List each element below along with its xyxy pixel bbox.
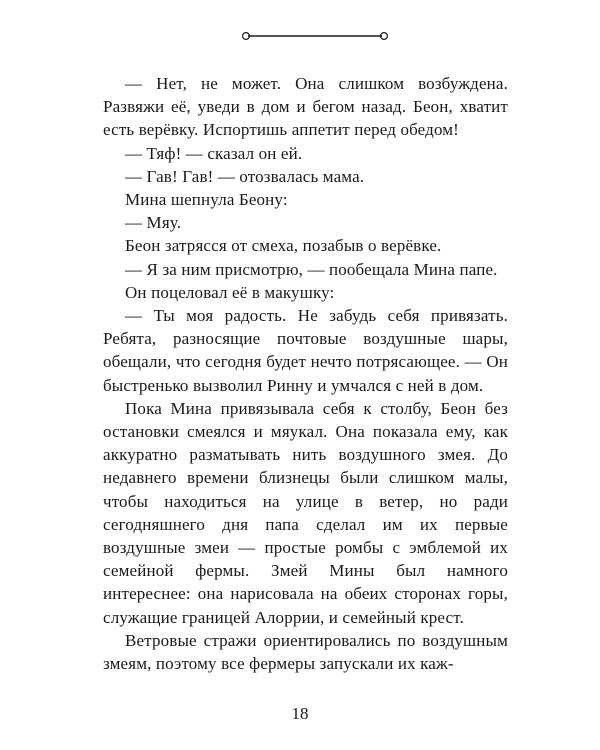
paragraph: Он поцеловал её в макушку: [125, 282, 335, 302]
paragraph: — Я за ним присмотрю, — пообещала Мина папе. [125, 259, 498, 279]
paragraph: Пока Мина привязывала себя к столбу, Беон без остановки смеялся и мяукал. Она показала ему, как аккуратно разматывать нить воздушного змея. До недавнего времени близнецы были слишком малы, чтобы находиться на улице в ветер, но ради сегодняшнего дня папа сделал им их первые воздушные змеи — простые ромбы с эмблемой их семейной фермы. Змей Мины был намного интереснее: она нарисовала на обеих сторонах горы, служащие границей Алоррии, и семейный крест. [103, 398, 508, 627]
paragraph: Беон затрясся от смеха, позабыв о верёвке. [125, 236, 442, 256]
decorative-divider-icon [240, 26, 390, 46]
paragraph: — Ты моя радость. Не забудь себя привязать. Ребята, разносящие почтовые воздушные шары, обещали, что сегодня будет нечто потрясающее. — Он быстренько вызволил Ринну и умчался с ней в дом. [103, 306, 508, 395]
paragraph: — Тяф! — сказал он ей. [125, 143, 303, 163]
page-number: 18 [291, 704, 309, 723]
paragraph: Мина шепнула Беону: [125, 190, 288, 210]
paragraph: — Нет, не может. Она слишком возбуждена. Развяжи её, уведи в дом и бегом назад. Беон, хватит есть верёвку. Испортишь аппетит перед обедом! [103, 74, 508, 140]
body-text [103, 72, 508, 675]
paragraph: — Гав! Гав! — отозвалась мама. [125, 166, 365, 186]
paragraph: Ветровые стражи ориентировались по воздушным змеям, поэтому все фермеры запускали их каж- [103, 630, 508, 674]
paragraph: — Мяу. [125, 213, 182, 233]
